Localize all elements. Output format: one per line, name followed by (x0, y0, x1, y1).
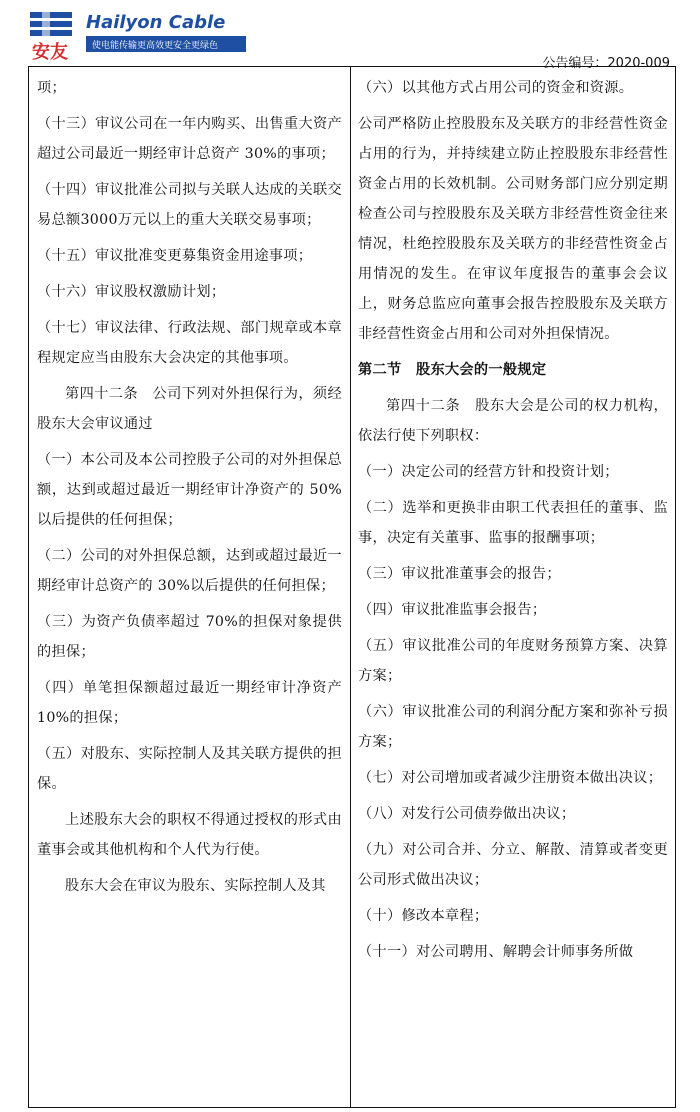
paragraph: 上述股东大会的职权不得通过授权的形式由董事会或其他机构和个人代为行使。 (37, 812, 342, 858)
paragraph: （十五）审议批准变更募集资金用途事项； (37, 248, 313, 264)
paragraph: （一）本公司及本公司控股子公司的对外担保总额，达到或超过最近一期经审计净资产的 50%以后提供的任何担保； (37, 452, 342, 528)
announcement-number: 公告编号：2020-009 (542, 56, 670, 71)
paragraph: 公司严格防止控股股东及关联方的非经营性资金占用的行为，并持续建立防止控股股东非经营性资金占用的长效机制。公司财务部门应分别定期检查公司与控股股东及关联方非经营性资金往来情况，杜绝控股股东及关联方的非经营性资金占用情况的发生。在审议年度报告的董事会会议上，财务总监应向董事会报告控股股东及关联方非经营性资金占用和公司对外担保情况。 (358, 116, 668, 342)
company-logo (28, 8, 288, 64)
paragraph: （十）修改本章程； (358, 908, 489, 924)
paragraph: （一）决定公司的经营方针和投资计划； (358, 464, 619, 480)
paragraph: （五）对股东、实际控制人及其关联方提供的担保。 (37, 746, 342, 792)
paragraph: （十一）对公司聘用、解聘会计师事务所做 (358, 944, 634, 960)
paragraph: 股东大会在审议为股东、实际控制人及其 (65, 878, 326, 894)
paragraph: 第四十二条 公司下列对外担保行为，须经股东大会审议通过 (37, 386, 342, 432)
paragraph: （十四）审议批准公司拟与关联人达成的关联交易总额3000万元以上的重大关联交易事项； (37, 182, 342, 228)
paragraph: （十六）审议股权激励计划； (37, 284, 226, 300)
page-header (28, 8, 678, 71)
paragraph: （二）公司的对外担保总额，达到或超过最近一期经审计总资产的 30%以后提供的任何担保； (37, 548, 342, 594)
paragraph: （四）单笔担保额超过最近一期经审计净资产 10%的担保； (37, 680, 342, 726)
paragraph: （五）审议批准公司的年度财务预算方案、决算方案； (358, 638, 668, 684)
paragraph: （二）选举和更换非由职工代表担任的董事、监事，决定有关董事、监事的报酬事项； (358, 500, 668, 546)
section-heading: 第二节 股东大会的一般规定 (358, 362, 547, 378)
logo-en-text: Hailyon Cable (86, 12, 226, 33)
paragraph: （六）以其他方式占用公司的资金和资源。 (358, 80, 634, 96)
paragraph: 项； (37, 80, 66, 96)
column-divider (350, 67, 351, 1107)
paragraph: （十七）审议法律、行政法规、部门规章或本章程规定应当由股东大会决定的其他事项。 (37, 320, 342, 366)
right-column (358, 73, 668, 1107)
paragraph: （十三）审议公司在一年内购买、出售重大资产超过公司最近一期经审计总资产 30%的事项； (37, 116, 342, 162)
paragraph: （九）对公司合并、分立、解散、清算或者变更公司形式做出决议； (358, 842, 668, 888)
logo-slogan-text: 使电能传输更高效更安全更绿色 (92, 41, 219, 51)
paragraph: （四）审议批准监事会报告； (358, 602, 547, 618)
paragraph: 第四十二条 股东大会是公司的权力机构，依法行使下列职权： (358, 398, 668, 444)
paragraph: （八）对发行公司债券做出决议； (358, 806, 576, 822)
logo-cn-text: 安友 (32, 42, 68, 63)
content-table (28, 66, 676, 1108)
left-column (37, 73, 342, 1107)
paragraph: （三）为资产负债率超过 70%的担保对象提供的担保； (37, 614, 342, 660)
paragraph: （三）审议批准董事会的报告； (358, 566, 561, 582)
paragraph: （七）对公司增加或者减少注册资本做出决议； (358, 770, 663, 786)
paragraph: （六）审议批准公司的利润分配方案和弥补亏损方案； (358, 704, 668, 750)
